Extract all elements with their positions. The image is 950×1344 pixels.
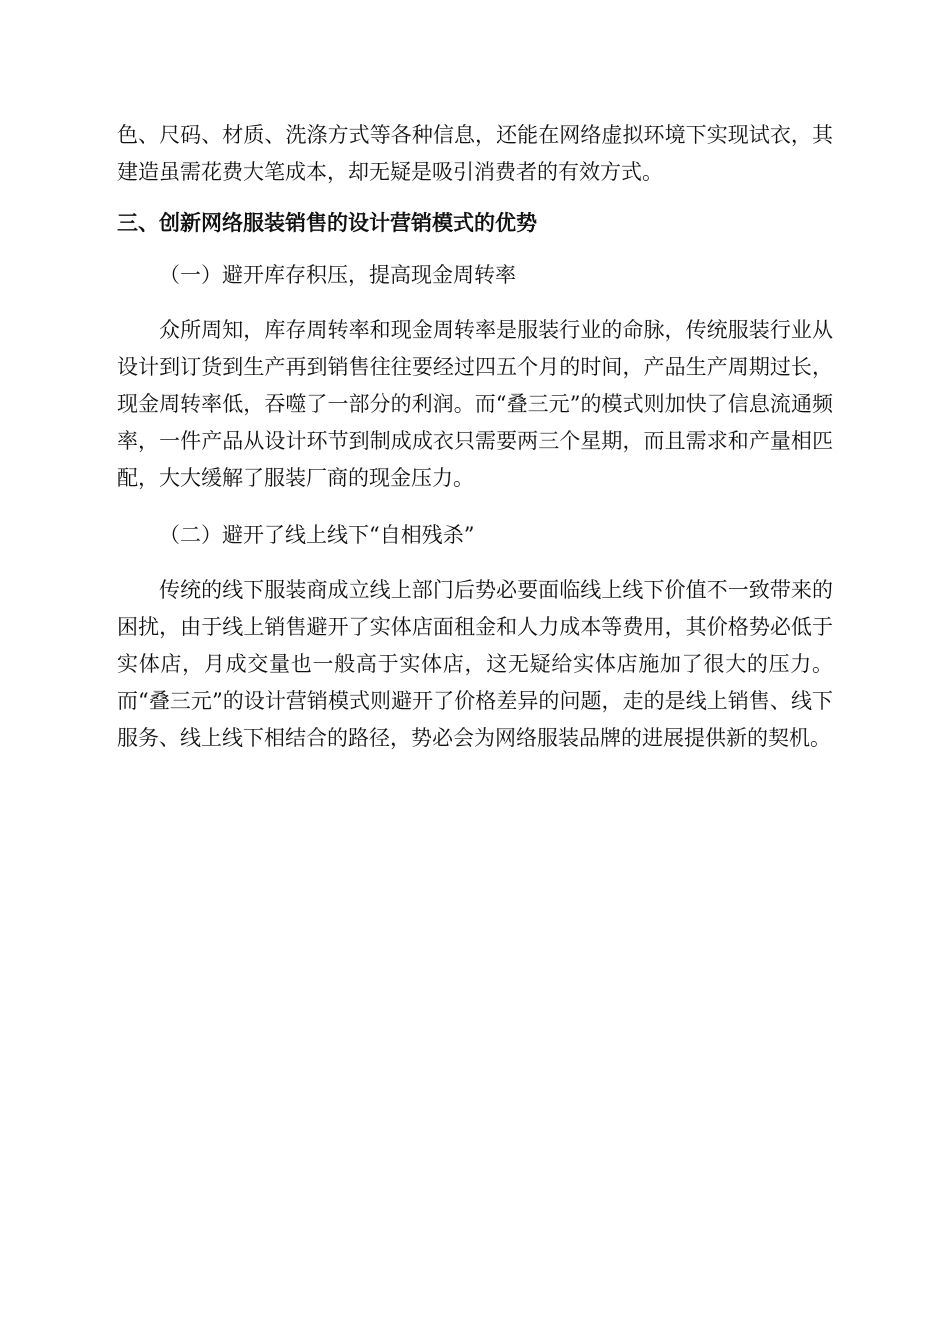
paragraph-online-offline: 传统的线下服装商成立线上部门后势必要面临线上线下价值不一致带来的困扰，由于线上销售避开了实体店面租金和人力成本等费用，其价格势必低于实体店，月成交量也一般高于实体店，这无疑给实体店施加了很大的压力。而“叠三元”的设计营销模式则避开了价格差异的问题，走的是线上销售、线下服务、线上线下相结合的路径，势必会为网络服装品牌的进展提供新的契机。: [117, 578, 833, 750]
continued-paragraph: 色、尺码、材质、洗涤方式等各种信息，还能在网络虚拟环境下实现试衣，其建造虽需花费大笔成本，却无疑是吸引消费者的有效方式。: [117, 123, 833, 184]
section-heading: 三、创新网络服装销售的设计营销模式的优势: [117, 210, 537, 235]
paragraph-inventory: 众所周知，库存周转率和现金周转率是服装行业的命脉，传统服装行业从设计到订货到生产再到销售往往要经过四五个月的时间，产品生产周期过长，现金周转率低，吞噬了一部分的利润。而“叠三元”的模式则加快了信息流通频率，一件产品从设计环节到制成成衣只需要两三个星期，而且需求和产量相匹配，大大缓解了服装厂商的现金压力。: [117, 318, 833, 490]
subheading-online-offline: （二）避开了线上线下“自相残杀”: [159, 523, 475, 547]
subheading-inventory: （一）避开库存积压，提高现金周转率: [159, 263, 516, 287]
